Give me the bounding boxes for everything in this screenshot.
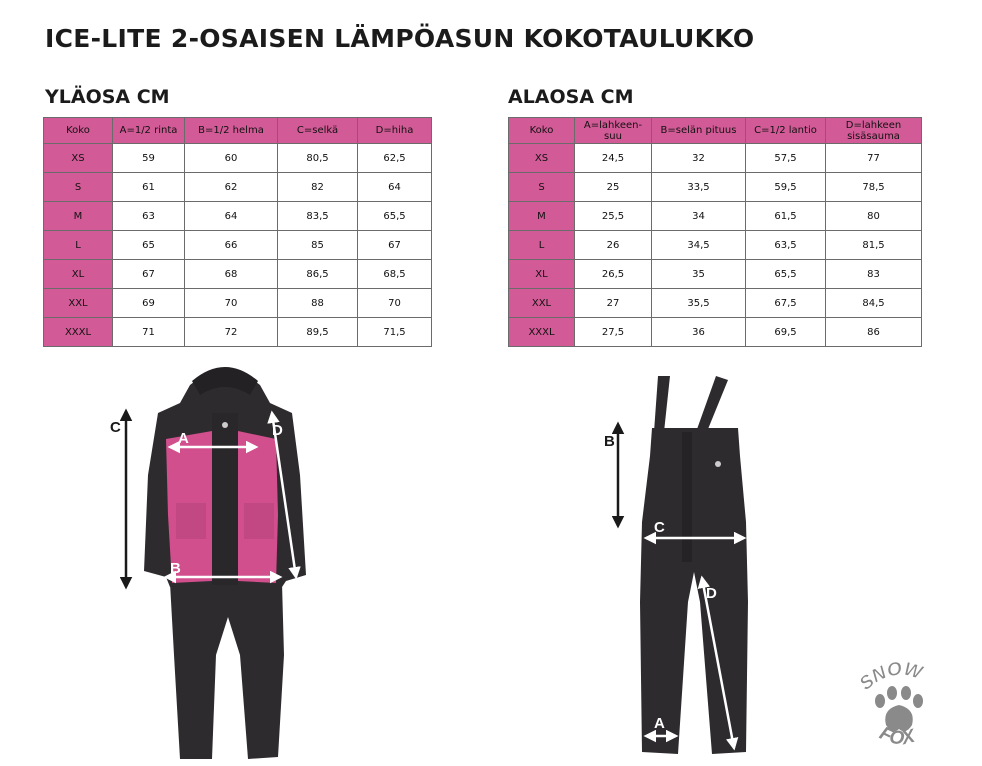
- measurement-cell: 77: [826, 144, 922, 173]
- pants-illustration: [600, 372, 770, 762]
- table-row: [44, 144, 432, 173]
- table-row: [509, 173, 922, 202]
- size-label-cell: XXL: [44, 289, 113, 318]
- measurement-cell: 70: [358, 289, 432, 318]
- snowfox-logo-graphic: [850, 655, 950, 761]
- size-label-cell: M: [509, 202, 575, 231]
- measurement-cell: 80,5: [278, 144, 358, 173]
- measurement-cell: 59: [113, 144, 185, 173]
- measurement-cell: 57,5: [746, 144, 826, 173]
- size-label-cell: XXXL: [44, 318, 113, 347]
- measurement-cell: 67: [113, 260, 185, 289]
- table-row: [509, 318, 922, 347]
- measurement-cell: 64: [185, 202, 278, 231]
- measurement-cell: 84,5: [826, 289, 922, 318]
- measurement-cell: 26,5: [575, 260, 652, 289]
- measurement-cell: 27,5: [575, 318, 652, 347]
- measurement-cell: 80: [826, 202, 922, 231]
- measurement-cell: 36: [652, 318, 746, 347]
- table-row: [509, 289, 922, 318]
- measurement-cell: 62,5: [358, 144, 432, 173]
- top-size-table: [43, 117, 432, 347]
- jacket-figure: [100, 355, 330, 765]
- size-label-cell: XS: [44, 144, 113, 173]
- measurement-cell: 89,5: [278, 318, 358, 347]
- size-label-cell: XS: [509, 144, 575, 173]
- size-label-cell: XXXL: [509, 318, 575, 347]
- measurement-cell: 35,5: [652, 289, 746, 318]
- measurement-cell: 65,5: [358, 202, 432, 231]
- measurement-cell: 71: [113, 318, 185, 347]
- measurement-cell: 65: [113, 231, 185, 260]
- measurement-cell: 85: [278, 231, 358, 260]
- logo-bottom-text: FOX: [876, 722, 918, 750]
- page-title: ICE-LITE 2-OSAISEN LÄMPÖASUN KOKOTAULUKKO: [45, 24, 755, 53]
- measurement-cell: 27: [575, 289, 652, 318]
- jacket-label-b: B: [170, 560, 181, 577]
- measurement-cell: 65,5: [746, 260, 826, 289]
- table-row: [44, 318, 432, 347]
- jacket-label-d: D: [272, 422, 283, 439]
- table-header-row: [44, 118, 432, 144]
- measurement-cell: 68: [185, 260, 278, 289]
- size-label-cell: M: [44, 202, 113, 231]
- measurement-cell: 32: [652, 144, 746, 173]
- measurement-cell: 86,5: [278, 260, 358, 289]
- table-row: [44, 231, 432, 260]
- table-row: [509, 260, 922, 289]
- measurement-cell: 67,5: [746, 289, 826, 318]
- column-header: B=1/2 helma: [185, 118, 278, 144]
- jacket-label-c: C: [110, 419, 121, 436]
- size-label-cell: XL: [44, 260, 113, 289]
- column-header: Koko: [44, 118, 113, 144]
- measurement-cell: 34,5: [652, 231, 746, 260]
- measurement-cell: 26: [575, 231, 652, 260]
- column-header: B=selän pituus: [652, 118, 746, 144]
- column-header: C=selkä: [278, 118, 358, 144]
- measurement-cell: 69,5: [746, 318, 826, 347]
- measurement-cell: 83,5: [278, 202, 358, 231]
- measurement-cell: 35: [652, 260, 746, 289]
- table-row: [44, 289, 432, 318]
- snowfox-logo: [850, 655, 950, 765]
- size-label-cell: S: [44, 173, 113, 202]
- column-header: A=1/2 rinta: [113, 118, 185, 144]
- measurement-cell: 71,5: [358, 318, 432, 347]
- measurement-cell: 33,5: [652, 173, 746, 202]
- measurement-cell: 34: [652, 202, 746, 231]
- measurement-cell: 88: [278, 289, 358, 318]
- column-header: A=lahkeen-suu: [575, 118, 652, 144]
- pants-label-a: A: [654, 715, 665, 732]
- measurement-cell: 61,5: [746, 202, 826, 231]
- size-label-cell: L: [509, 231, 575, 260]
- measurement-cell: 25: [575, 173, 652, 202]
- pants-label-c: C: [654, 519, 665, 536]
- table-row: [509, 231, 922, 260]
- measurement-cell: 62: [185, 173, 278, 202]
- column-header: D=hiha: [358, 118, 432, 144]
- size-label-cell: L: [44, 231, 113, 260]
- measurement-cell: 64: [358, 173, 432, 202]
- pants-figure: [600, 372, 770, 762]
- measurement-cell: 66: [185, 231, 278, 260]
- size-label-cell: XL: [509, 260, 575, 289]
- measurement-cell: 25,5: [575, 202, 652, 231]
- table-row: [44, 260, 432, 289]
- table-row: [44, 202, 432, 231]
- column-header: Koko: [509, 118, 575, 144]
- measurement-cell: 68,5: [358, 260, 432, 289]
- pants-label-d: D: [706, 585, 717, 602]
- bottom-section-heading: ALAOSA CM: [508, 86, 634, 108]
- table-row: [509, 144, 922, 173]
- size-label-cell: S: [509, 173, 575, 202]
- measurement-cell: 63,5: [746, 231, 826, 260]
- jacket-illustration: [100, 355, 330, 765]
- measurement-cell: 63: [113, 202, 185, 231]
- measurement-cell: 82: [278, 173, 358, 202]
- measurement-cell: 59,5: [746, 173, 826, 202]
- measurement-cell: 83: [826, 260, 922, 289]
- measurement-cell: 67: [358, 231, 432, 260]
- table-row: [44, 173, 432, 202]
- table-header-row: [509, 118, 922, 144]
- measurement-cell: 70: [185, 289, 278, 318]
- column-header: D=lahkeen sisäsauma: [826, 118, 922, 144]
- measurement-cell: 60: [185, 144, 278, 173]
- bottom-size-table: [508, 117, 922, 347]
- measurement-cell: 78,5: [826, 173, 922, 202]
- jacket-label-a: A: [178, 430, 189, 447]
- measurement-cell: 81,5: [826, 231, 922, 260]
- column-header: C=1/2 lantio: [746, 118, 826, 144]
- measurement-cell: 61: [113, 173, 185, 202]
- measurement-cell: 72: [185, 318, 278, 347]
- measurement-cell: 69: [113, 289, 185, 318]
- measurement-cell: 86: [826, 318, 922, 347]
- paw-icon: [875, 686, 923, 731]
- table-row: [509, 202, 922, 231]
- size-label-cell: XXL: [509, 289, 575, 318]
- logo-top-text: SNOW: [855, 658, 925, 695]
- top-section-heading: YLÄOSA CM: [45, 86, 170, 108]
- measurement-cell: 24,5: [575, 144, 652, 173]
- pants-label-b: B: [604, 433, 615, 450]
